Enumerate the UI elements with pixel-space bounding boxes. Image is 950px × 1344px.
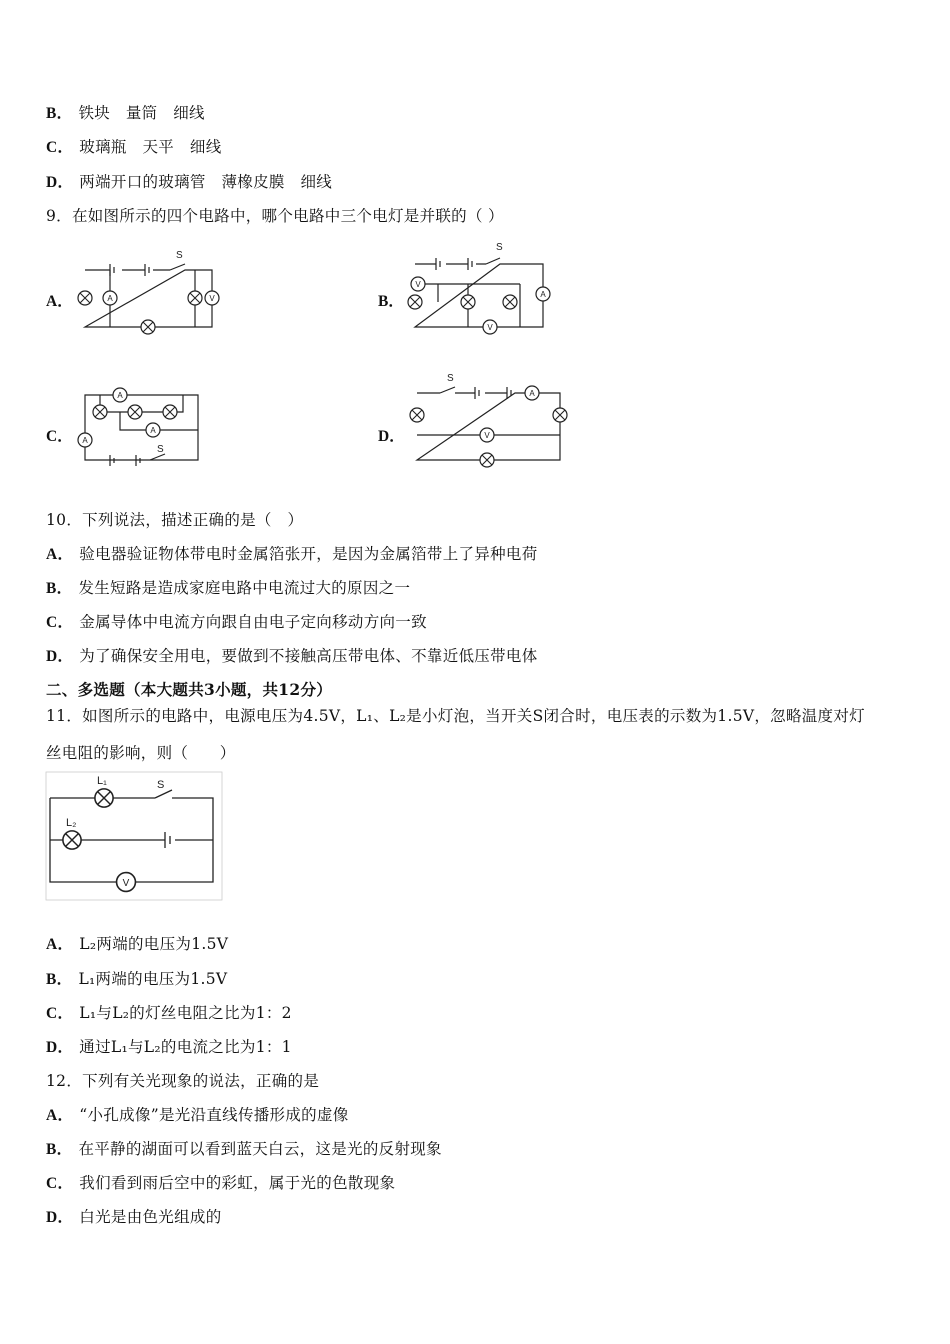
q9-fig-label-b: B． <box>378 293 404 310</box>
meter-letter: A <box>117 391 123 400</box>
lamp-icon <box>188 291 202 305</box>
option-text: 金属导体中电流方向跟自由电子定向移动方向一致 <box>79 613 427 631</box>
switch-label: S <box>176 250 183 261</box>
option-label: B． <box>46 971 73 988</box>
option-label: D． <box>46 174 74 191</box>
q11-option-d <box>46 1035 292 1057</box>
option-text: 两端开口的玻璃管 薄橡皮膜 细线 <box>79 173 333 191</box>
lamp-icon <box>78 291 92 305</box>
option-text: 为了确保安全用电，要做到不接触高压带电体、不靠近低压带电体 <box>79 647 538 665</box>
switch-label: S <box>157 444 164 455</box>
q12-option-b <box>46 1137 442 1159</box>
q10-option-b <box>46 576 410 598</box>
option-text: 通过L₁与L₂的电流之比为1：1 <box>79 1038 292 1056</box>
q11-stem-line2: 丝电阻的影响，则（ ） <box>46 744 236 762</box>
q9-fig-label-c: C． <box>46 428 73 445</box>
q9-stem: 9．在如图所示的四个电路中，哪个电路中三个电灯是并联的（ ） <box>46 207 504 225</box>
switch-label: S <box>496 242 503 253</box>
option-label: D． <box>46 1209 74 1226</box>
option-text: L₂两端的电压为1.5V <box>79 935 229 953</box>
option-label: A． <box>46 546 74 563</box>
meter-letter: A <box>529 389 535 398</box>
option-text: 白光是由色光组成的 <box>79 1208 222 1226</box>
q11-stem-line1: 11．如图所示的电路中，电源电压为4.5V，L₁、L₂是小灯泡，当开关S闭合时，电压表的示数为1.5V，忽略温度对灯 <box>46 707 865 725</box>
lamp-icon <box>93 405 107 419</box>
option-label: B． <box>46 105 73 122</box>
option-label: C． <box>46 614 74 631</box>
option-text: 在平静的湖面可以看到蓝天白云，这是光的反射现象 <box>78 1140 442 1158</box>
q11-option-a <box>46 932 228 954</box>
l2-label: L₂ <box>66 817 77 829</box>
option-label: D． <box>46 648 74 665</box>
option-label: B． <box>46 580 73 597</box>
option-text: L₁两端的电压为1.5V <box>78 970 228 988</box>
q11-option-b <box>46 967 227 989</box>
meter-letter: V <box>487 323 493 332</box>
option-label: A． <box>46 936 74 953</box>
q11-option-c <box>46 1001 292 1023</box>
option-text: 我们看到雨后空中的彩虹，属于光的色散现象 <box>79 1174 396 1192</box>
meter-letter: V <box>484 431 490 440</box>
meter-letter: V <box>415 280 421 289</box>
circuit-b <box>415 258 543 327</box>
option-text: “小孔成像”是光沿直线传播形成的虚像 <box>79 1106 349 1124</box>
option-label: C． <box>46 139 74 156</box>
lamp-icon <box>410 408 424 422</box>
q9-fig-label-a: A． <box>46 293 73 310</box>
option-text: 玻璃瓶 天平 细线 <box>79 138 222 156</box>
lamp-l1-icon <box>95 789 113 807</box>
q10-stem: 10．下列说法，描述正确的是（ ） <box>46 511 304 529</box>
circuit-d <box>417 387 560 460</box>
option-label: B． <box>46 1141 73 1158</box>
l1-label: L₁ <box>97 775 107 787</box>
switch-label: S <box>447 373 454 384</box>
lamp-icon <box>480 453 494 467</box>
switch-label: S <box>157 779 165 791</box>
lamp-icon <box>553 408 567 422</box>
meter-letter: V <box>209 294 215 303</box>
option-label: C． <box>46 1005 74 1022</box>
q12-stem: 12．下列有关光现象的说法，正确的是 <box>46 1072 320 1090</box>
q10-option-a <box>46 542 538 564</box>
option-label: C． <box>46 1175 74 1192</box>
option-text: L₁与L₂的灯丝电阻之比为1：2 <box>79 1004 292 1022</box>
lamp-icon <box>141 320 155 334</box>
lamp-icon <box>408 295 422 309</box>
q12-option-a <box>46 1103 349 1125</box>
q12-option-c <box>46 1171 395 1193</box>
q9-fig-label-d: D． <box>378 428 405 445</box>
section-heading: 二、多选题（本大题共3小题，共12分） <box>46 680 333 699</box>
option-text: 铁块 量筒 细线 <box>78 104 205 122</box>
lamp-icon <box>461 295 475 309</box>
q11-circuit <box>46 772 222 900</box>
lamp-icon <box>503 295 517 309</box>
option-text: 发生短路是造成家庭电路中电流过大的原因之一 <box>78 579 411 597</box>
option-text: 验电器验证物体带电时金属箔张开，是因为金属箔带上了异种电荷 <box>79 545 538 563</box>
q10-option-d <box>46 644 538 666</box>
meter-letter: A <box>150 426 156 435</box>
option-label: A． <box>46 1107 74 1124</box>
meter-letter: A <box>82 436 88 445</box>
meter-letter: A <box>540 290 546 299</box>
lamp-icon <box>163 405 177 419</box>
lamp-l2-icon <box>63 831 81 849</box>
meter-letter: V <box>122 878 130 889</box>
option-label: D． <box>46 1039 74 1056</box>
q10-option-c <box>46 610 427 632</box>
meter-letter: A <box>107 294 113 303</box>
q12-option-d <box>46 1205 222 1227</box>
lamp-icon <box>128 405 142 419</box>
